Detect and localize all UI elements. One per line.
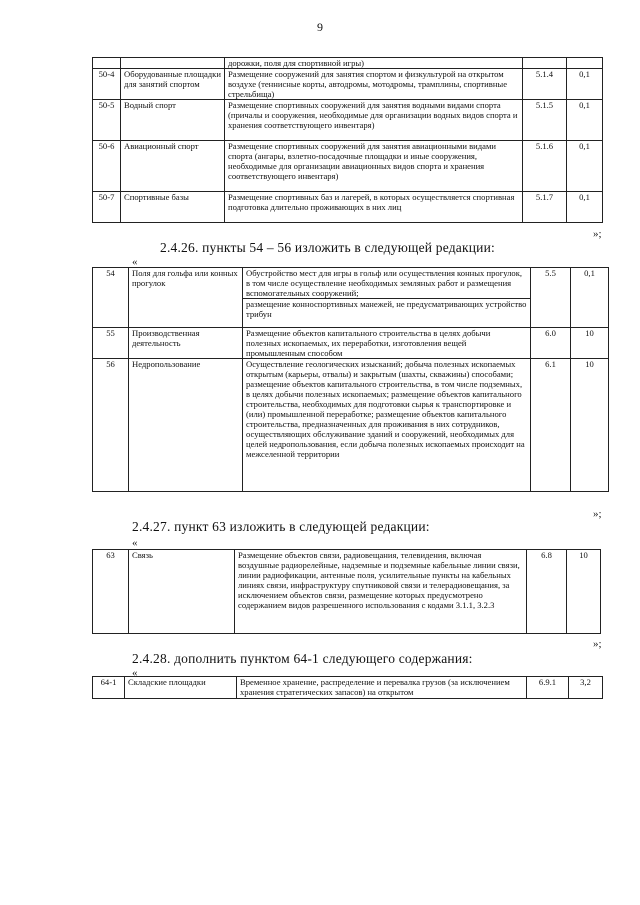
row-number: 64-1	[93, 677, 125, 699]
close-quote: »;	[593, 228, 602, 240]
land-use-table-54-56	[92, 267, 609, 492]
open-quote: «	[132, 256, 138, 268]
row-description: Размещение спортивных сооружений для занятия водными видами спорта (причалы и сооружения, необходимые для организации водных видов спорта и хранения соответствующего инвентаря)	[225, 100, 523, 141]
row-ratio: 10	[571, 328, 609, 359]
row-ratio: 10	[567, 550, 601, 634]
row-name: Спортивные базы	[121, 192, 225, 223]
open-quote: «	[132, 667, 138, 679]
row-name: Связь	[129, 550, 235, 634]
table-row	[93, 192, 603, 223]
close-quote: »;	[593, 638, 602, 650]
row-ratio	[567, 58, 603, 69]
row-code: 6.0	[531, 328, 571, 359]
row-ratio: 0,1	[567, 69, 603, 100]
row-description-part: размещение конноспортивных манежей, не предусматривающих устройство трибун	[243, 298, 530, 319]
table-row	[93, 359, 609, 492]
row-description-part: Обустройство мест для игры в гольф или осуществления конных прогулок, в том числе осуществление необходимых земляных работ и размещения вспомогательных сооружений;	[246, 268, 523, 298]
row-ratio: 0,1	[567, 141, 603, 192]
land-use-table-sport	[92, 57, 603, 223]
row-number: 54	[93, 268, 129, 328]
row-name: Авиационный спорт	[121, 141, 225, 192]
page-number: 9	[317, 20, 323, 34]
table-row	[93, 677, 603, 699]
row-code: 6.8	[527, 550, 567, 634]
table-row	[93, 141, 603, 192]
table-row	[93, 69, 603, 100]
row-description: Размещение спортивных баз и лагерей, в которых осуществляется спортивная подготовка длительно проживающих в них лиц	[225, 192, 523, 223]
row-number: 56	[93, 359, 129, 492]
row-ratio: 3,2	[569, 677, 603, 699]
section-heading-2-4-27: 2.4.27. пункт 63 изложить в следующей редакции:	[132, 519, 430, 534]
table-row	[93, 268, 609, 328]
row-name: Водный спорт	[121, 100, 225, 141]
open-quote: «	[132, 537, 138, 549]
row-description: Размещение сооружений для занятия спортом и физкультурой на открытом воздухе (теннисные корты, автодромы, мотодромы, трамплины, спортивные стрельбища)	[225, 69, 523, 100]
row-number: 50-6	[93, 141, 121, 192]
row-code: 6.1	[531, 359, 571, 492]
row-ratio: 0,1	[567, 192, 603, 223]
row-description: Осуществление геологических изысканий; добыча полезных ископаемых открытым (карьеры, отвалы) и закрытым (шахты, скважины) способами; размещение объектов капитального строительства, в том числе подземных, в целях добычи полезных ископаемых; размещение объектов капитального строительства, необходимых для подготовки сырья к транспортировке и (или) промышленной переработке; размещение объектов капитального строительства, предназначенных для проживания в них сотрудников, осуществляющих обслуживание зданий и сооружений, необходимых для целей недропользования, если добыча полезных ископаемых происходит на межселенной территории	[243, 359, 531, 492]
table-row	[93, 58, 603, 69]
row-code: 5.5	[531, 268, 571, 328]
section-heading-2-4-26: 2.4.26. пункты 54 – 56 изложить в следующей редакции:	[160, 240, 495, 255]
row-code	[523, 58, 567, 69]
row-name: Поля для гольфа или конных прогулок	[129, 268, 243, 328]
row-number	[93, 58, 121, 69]
row-code: 5.1.7	[523, 192, 567, 223]
row-code: 6.9.1	[527, 677, 569, 699]
row-description	[243, 268, 531, 328]
row-name: Производственная деятельность	[129, 328, 243, 359]
table-row	[93, 550, 601, 634]
row-name: Складские площадки	[125, 677, 237, 699]
row-code: 5.1.6	[523, 141, 567, 192]
row-number: 50-7	[93, 192, 121, 223]
section-heading-2-4-28: 2.4.28. дополнить пунктом 64-1 следующего содержания:	[132, 651, 473, 666]
row-ratio: 0,1	[567, 100, 603, 141]
row-code: 5.1.4	[523, 69, 567, 100]
row-name: Недропользование	[129, 359, 243, 492]
row-name: Оборудованные площадки для занятий спортом	[121, 69, 225, 100]
table-row	[93, 328, 609, 359]
land-use-table-64-1	[92, 676, 603, 699]
row-code: 5.1.5	[523, 100, 567, 141]
row-description: Размещение объектов капитального строительства в целях добычи полезных ископаемых, их переработки, изготовления вещей промышленным способом	[243, 328, 531, 359]
row-description: Размещение объектов связи, радиовещания, телевидения, включая воздушные радиорелейные, надземные и подземные кабельные линии связи, линии радиофикации, антенные поля, усилительные пункты на кабельных линиях связи, инфраструктуру спутниковой связи и телерадиовещания, за исключением объектов связи, размещение которых предусмотрено содержанием видов разрешенного использования с кодами 3.1.1, 3.2.3	[235, 550, 527, 634]
row-number: 50-4	[93, 69, 121, 100]
row-number: 63	[93, 550, 129, 634]
table-row	[93, 100, 603, 141]
row-ratio: 10	[571, 359, 609, 492]
row-description: дорожки, поля для спортивной игры)	[225, 58, 523, 69]
row-description: Временное хранение, распределение и перевалка грузов (за исключением хранения стратегических запасов) на открытом	[237, 677, 527, 699]
row-number: 55	[93, 328, 129, 359]
close-quote: »;	[593, 508, 602, 520]
row-description: Размещение спортивных сооружений для занятия авиационными видами спорта (ангары, взлетно-посадочные площадки и иные сооружения, необходимые для организации авиационных видов спорта и хранения соответствующего инвентаря)	[225, 141, 523, 192]
row-ratio: 0,1	[571, 268, 609, 328]
land-use-table-63	[92, 549, 601, 634]
row-name	[121, 58, 225, 69]
row-number: 50-5	[93, 100, 121, 141]
